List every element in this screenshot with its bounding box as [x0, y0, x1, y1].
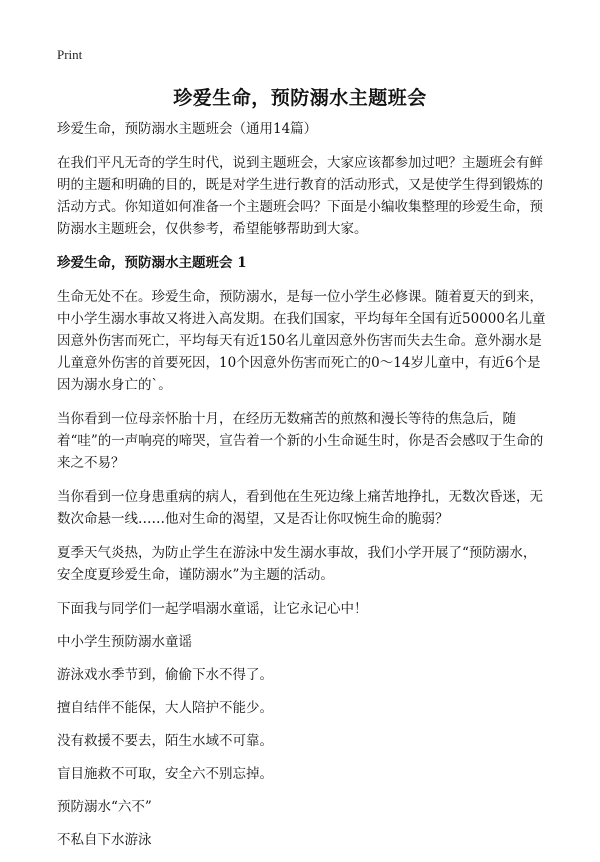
document-subtitle: 珍爱生命，预防溺水主题班会（通用14篇） — [57, 121, 318, 137]
list-heading: 预防溺水“六不” — [57, 799, 152, 815]
paragraph: 下面我与同学们一起学唱溺水童谣，让它永记心中！ — [57, 601, 368, 617]
rhyme-line: 游泳戏水季节到，偷偷下水不得了。 — [57, 667, 273, 683]
paragraph: 当你看到一位身患重病的病人，看到他在生死边缘上痛苦地挣扎，无数次昏迷，无数次命悬一线……他对生命的渴望，又是否让你叹惋生命的脆弱？ — [57, 489, 543, 527]
paragraph: 生命无处不在。珍爱生命，预防溺水，是每一位小学生必修课。随着夏天的到来，中小学生溺水事故又将进入高发期。在我们国家，平均每年全国有近50000名儿童因意外伤害而死亡，平均每天有近150名儿童因意外伤害而失去生命。意外溺水是儿童意外伤害的首要死因，10个因意外伤害而死亡的0～14岁儿童中，有近6个是因为溺水身亡的`。 — [57, 289, 546, 393]
print-label[interactable]: Print — [57, 47, 83, 62]
paragraph-intro: 在我们平凡无奇的学生时代，说到主题班会，大家应该都参加过吧？主题班会有鲜明的主题和明确的目的，既是对学生进行教育的活动形式，又是使学生得到锻炼的活动方式。你知道如何准备一个主题班会吗？下面是小编收集整理的珍爱生命，预防溺水主题班会，仅供参考，希望能够帮助到大家。 — [57, 155, 543, 237]
rhyme-line: 没有救援不要去，陌生水域不可靠。 — [57, 733, 273, 749]
paragraph: 当你看到一位母亲怀胎十月，在经历无数痛苦的煎熬和漫长等待的焦急后，随着“哇”的一声响亮的啼哭，宣告着一个新的小生命诞生时，你是否会感叹于生命的来之不易？ — [57, 411, 544, 471]
rhyme-title: 中小学生预防溺水童谣 — [57, 634, 192, 650]
section-heading: 珍爱生命，预防溺水主题班会 1 — [57, 255, 247, 271]
rhyme-line: 擅自结伴不能保，大人陪护不能少。 — [57, 700, 273, 716]
rhyme-line: 盲目施救不可取，安全六不别忘掉。 — [57, 766, 273, 782]
list-item: 不私自下水游泳 — [57, 832, 152, 848]
document-body — [57, 118, 547, 862]
paragraph: 夏季天气炎热，为防止学生在游泳中发生溺水事故，我们小学开展了“预防溺水，安全度夏珍爱生命，谨防溺水”为主题的活动。 — [57, 545, 537, 583]
document-title: 珍爱生命，预防溺水主题班会 — [173, 87, 427, 109]
